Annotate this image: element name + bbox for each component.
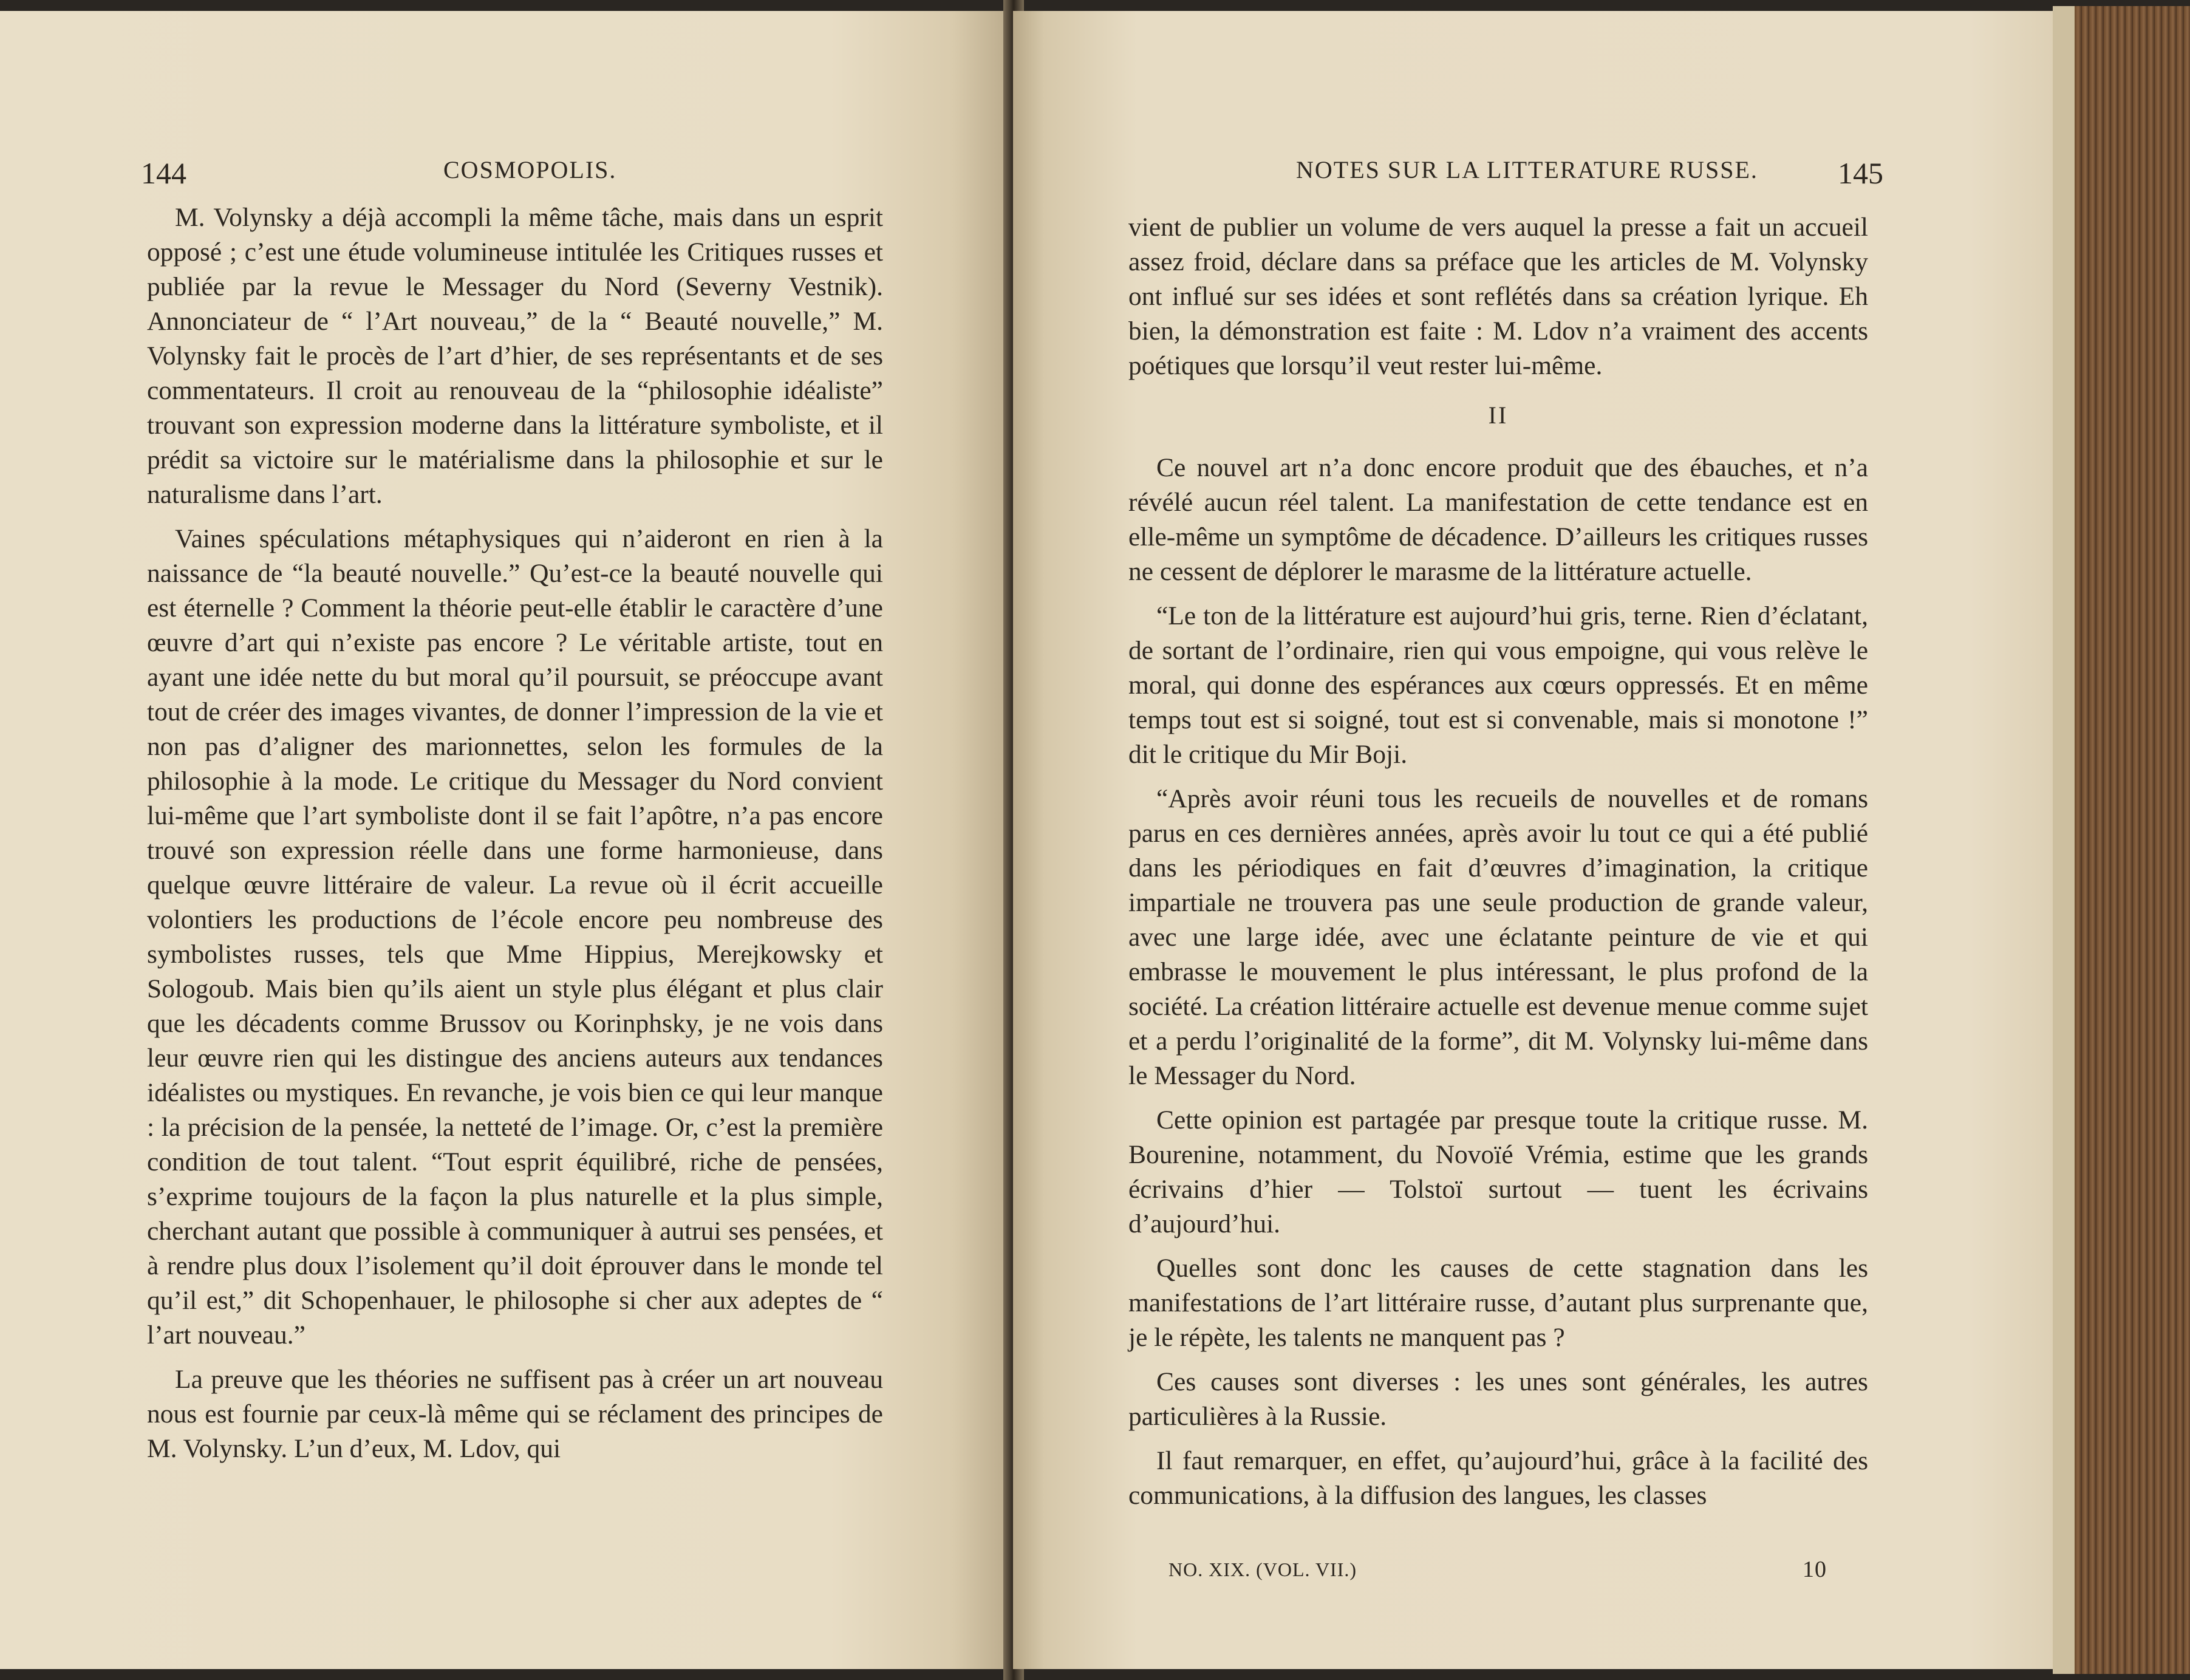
left-running-head: COSMOPOLIS. xyxy=(443,156,617,183)
paragraph: vient de publier un volume de vers auquel la presse a fait un accueil assez froid, déclare dans sa préface que les articles de M. Volynsky ont influé sur ses idées et sont reflétés dans sa création lyrique. Eh bien, la démonstration est faite : M. Ldov n’a vraiment des accents poétiques que lorsqu’il veut rester lui-même. xyxy=(1128,213,1868,380)
paragraph: Vaines spéculations métaphysiques qui n’aideront en rien à la naissance de “la beauté nouvelle.” Qu’est-ce la beauté nouvelle qui est éternelle ? Comment la théorie peut-elle établir le caractère d’une œuvre d’art qui n’existe pas encore ? Le véritable artiste, tout en ayant une idée nette du but moral qu’il poursuit, se préoccupe avant tout de créer des images vivantes, de donner l’impression de la vie et non pas d’aligner des marionnettes, selon les formules de la philosophie à la mode. Le critique du Messager du Nord convient lui-même que l’art symboliste dont il se fait l’apôtre, n’a pas encore trouvé son expression réelle dans une forme harmonieuse, dans quelque œuvre littéraire de valeur. La revue où il écrit accueille volontiers les productions de l’école encore peu nombreuse des symbolistes russes, tels que Mme Hippius, Merejkowsky et Sologoub. Mais bien qu’ils aient un style plus élégant et plus clair que les décadents comme Brussov ou Korinphsky, je ne vois dans leur œuvre rien qui les distingue des anciens auteurs aux tendances idéalistes ou mystiques. En revanche, je vois bien ce qui leur manque : la précision de la pensée, la netteté de l’image. Or, c’est la première condition de tout talent. “Tout esprit équilibré, riche de pensées, s’exprime toujours de la façon la plus naturelle et la plus simple, cherchant autant que possible à communiquer à autrui ses pensées, et à rendre plus doux l’isolement qu’il doit éprouver dans le monde tel qu’il est,” dit Schopenhauer, le philosophe si cher aux adeptes de “ l’art nouveau.” xyxy=(147,524,883,1350)
paragraph: La preuve que les théories ne suffisent pas à créer un art nouveau nous est fournie par ceux-là même qui se réclament des principes de M. Volynsky. L’un d’eux, M. Ldov, qui xyxy=(147,1365,883,1463)
paragraph: Ce nouvel art n’a donc encore produit que des ébauches, et n’a révélé aucun réel talent. La manifestation de cette tendance est en elle-même un symptôme de décadence. D’ailleurs les critiques russes ne cessent de déplorer le marasme de la littérature actuelle. xyxy=(1128,453,1868,586)
page-edges xyxy=(2053,6,2190,1674)
paragraph: M. Volynsky a déjà accompli la même tâche, mais dans un esprit opposé ; c’est une étude volumineuse intitulée les Critiques russes et publiée par la revue le Messager du Nord (Severny Vestnik). Annonciateur de “ l’Art nouveau,” de la “ Beauté nouvelle,” M. Volynsky fait le procès de l’art d’hier, de ses représentants et de ses commentateurs. Il croit au renouveau de la “philosophie idéaliste” trouvant son expression moderne dans la littérature symboliste, et il prédit sa victoire sur le matérialisme dans la philosophie et sur le naturalisme dans l’art. xyxy=(147,203,883,509)
right-page-number: 145 xyxy=(1838,156,1883,190)
footer-signature: NO. XIX. (VOL. VII.) xyxy=(1168,1559,1357,1580)
paragraph: Cette opinion est partagée par presque toute la critique russe. M. Bourenine, notamment, du Novoïé Vrémia, estime que les grands écrivains d’hier — Tolstoï surtout — tuent les écrivains d’aujourd’hui. xyxy=(1128,1105,1868,1238)
paragraph: Quelles sont donc les causes de cette stagnation dans les manifestations de l’art littéraire russe, d’autant plus surprenante que, je le répète, les talents ne manquent pas ? xyxy=(1128,1254,1868,1352)
paragraph: Il faut remarquer, en effet, qu’aujourd’hui, grâce à la facilité des communications, à la diffusion des langues, les classes xyxy=(1128,1446,1868,1510)
left-page-number: 144 xyxy=(141,156,186,190)
left-body-text xyxy=(147,200,883,1476)
right-running-head: NOTES SUR LA LITTERATURE RUSSE. xyxy=(1296,156,1758,183)
section-heading: II xyxy=(1488,401,1509,429)
right-page xyxy=(1013,11,2053,1669)
paragraph: “Le ton de la littérature est aujourd’hui gris, terne. Rien d’éclatant, de sortant de l’ordinaire, rien qui vous empoigne, qui vous relève le moral, qui donne des espérances aux cœurs oppressés. Et en même temps tout est si soigné, tout est si convenable, mais si monotone !” dit le critique du Mir Boji. xyxy=(1128,601,1868,769)
paragraph: “Après avoir réuni tous les recueils de nouvelles et de romans parus en ces dernières années, après avoir lu tout ce qui a été publié dans les périodiques en fait d’œuvres d’imagination, la critique impartiale ne trouvera pas une seule production de grande valeur, avec une large idée, avec une éclatante peinture de vie et qui embrasse le mouvement le plus intéressant, le plus profond de la société. La création littéraire actuelle est devenue menue comme sujet et a perdu l’originalité de la forme”, dit M. Volynsky lui-même dans le Messager du Nord. xyxy=(1128,784,1868,1090)
footer-sheet-number: 10 xyxy=(1803,1557,1827,1582)
right-body-text xyxy=(1128,210,1868,1523)
left-page xyxy=(0,11,1013,1669)
paragraph: Ces causes sont diverses : les unes sont générales, les autres particulières à la Russie. xyxy=(1128,1367,1868,1431)
